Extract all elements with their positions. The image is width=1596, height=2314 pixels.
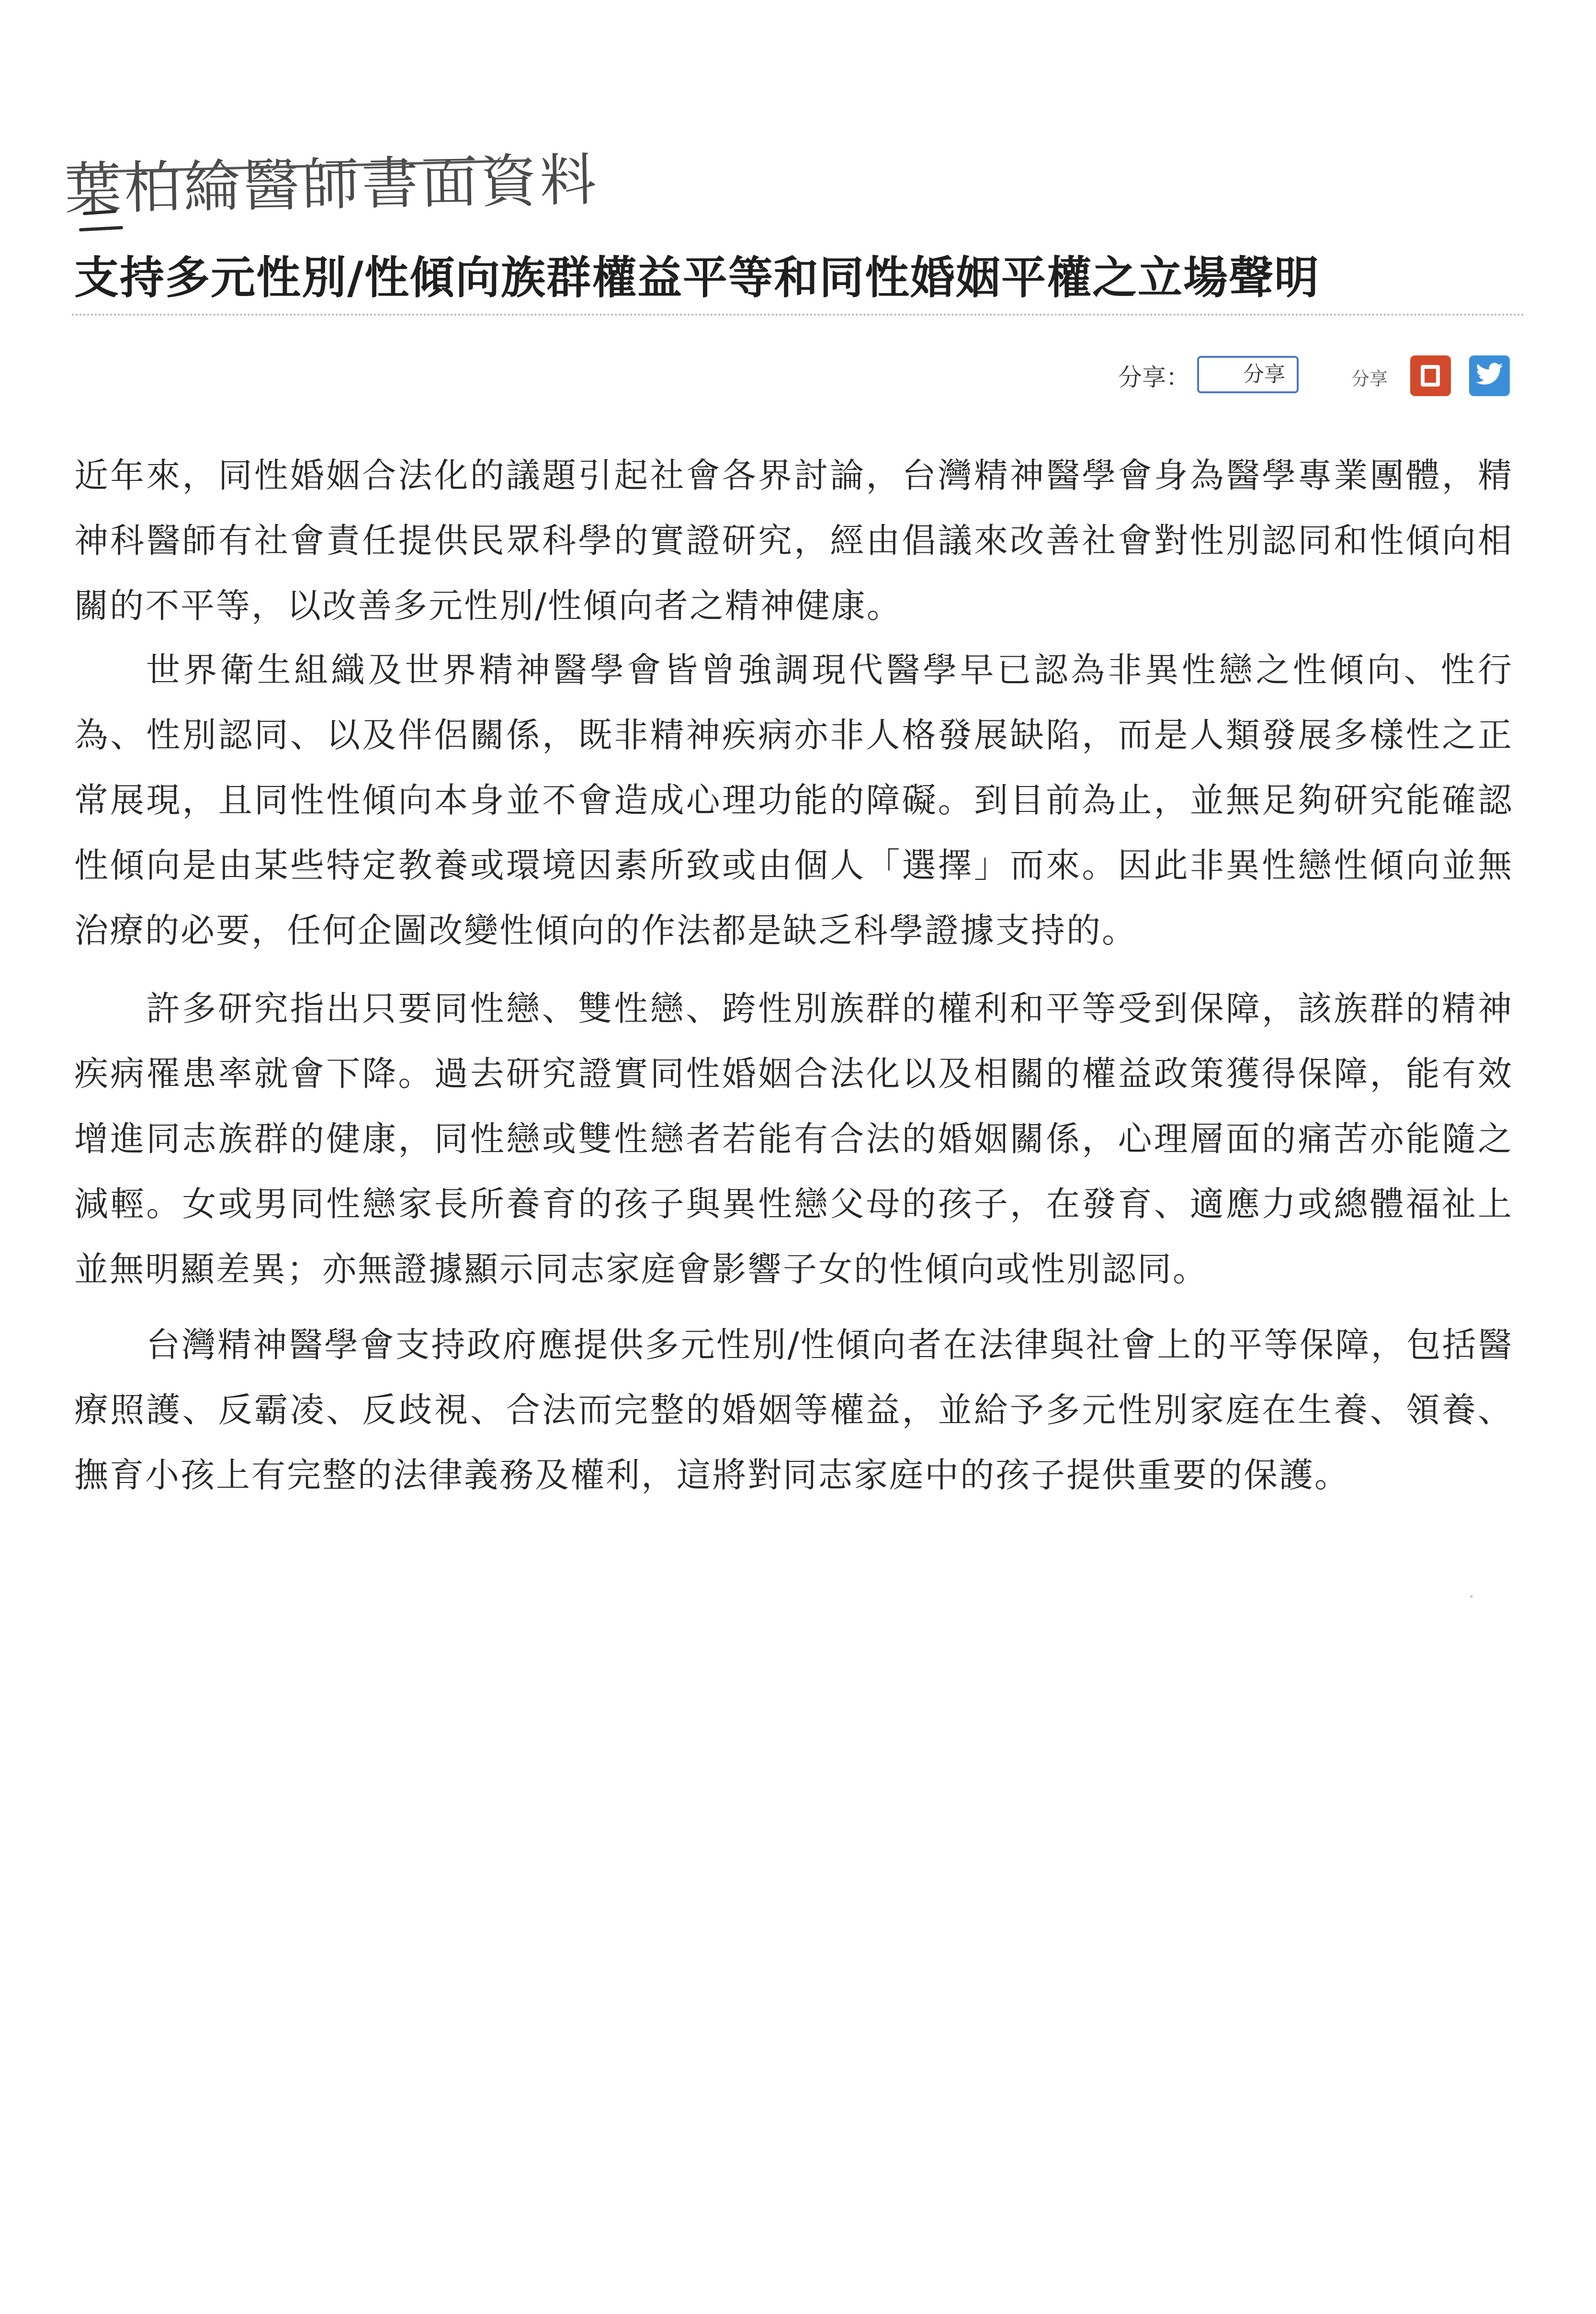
share-label: 分享： [1118,364,1190,391]
paragraph-1: 近年來，同性婚姻合法化的議題引起社會各界討論，台灣精神醫學會身為醫學專業團體，精神科醫師有社會責任提供民眾科學的實證研究，經由倡議來改善社會對性別認同和性傾向相關的不平等，以改善多元性別/性傾向者之精神健康。 [74,456,1513,626]
share-button[interactable]: 分享 [1197,356,1299,393]
page-title: 支持多元性別/性傾向族群權益平等和同性婚姻平權之立場聲明 [74,252,1320,304]
scan-speck [1470,1595,1473,1598]
paragraph-2: 世界衛生組織及世界精神醫學會皆曾強調現代醫學早已認為非異性戀之性傾向、性行為、性別認同、以及伴侶關係，既非精神疾病亦非人格發展缺陷，而是人類發展多樣性之正常展現，且同性性傾向本身並不會造成心理功能的障礙。到目前為止，並無足夠研究能確認性傾向是由某些特定教養或環境因素所致或由個人「選擇」而來。因此非異性戀性傾向並無治療的必要，任何企圖改變性傾向的作法都是缺乏科學證據支持的。 [74,650,1513,950]
paragraph-4: 台灣精神醫學會支持政府應提供多元性別/性傾向者在法律與社會上的平等保障，包括醫療照護、反霸凌、反歧視、合法而完整的婚姻等權益，並給予多元性別家庭在生養、領養、撫育小孩上有完整的法律義務及權利，這將對同志家庭中的孩子提供重要的保護。 [74,1325,1513,1495]
handwritten-number-two [79,207,125,236]
title-divider [72,314,1525,316]
twitter-icon[interactable] [1469,355,1510,396]
paragraph-3: 許多研究指出只要同性戀、雙性戀、跨性別族群的權利和平等受到保障，該族群的精神疾病罹患率就會下降。過去研究證實同性婚姻合法化以及相關的權益政策獲得保障，能有效增進同志族群的健康，同性戀或雙性戀者若能有合法的婚姻關係，心理層面的痛苦亦能隨之減輕。女或男同性戀家長所養育的孩子與異性戀父母的孩子，在發育、適應力或總體福祉上並無明顯差異；亦無證據顯示同志家庭會影響子女的性傾向或性別認同。 [74,989,1513,1289]
handwritten-note: 葉柏綸醫師書面資料 [64,147,600,222]
share-small-label: 分享 [1351,368,1388,389]
plurk-icon[interactable] [1410,355,1451,396]
